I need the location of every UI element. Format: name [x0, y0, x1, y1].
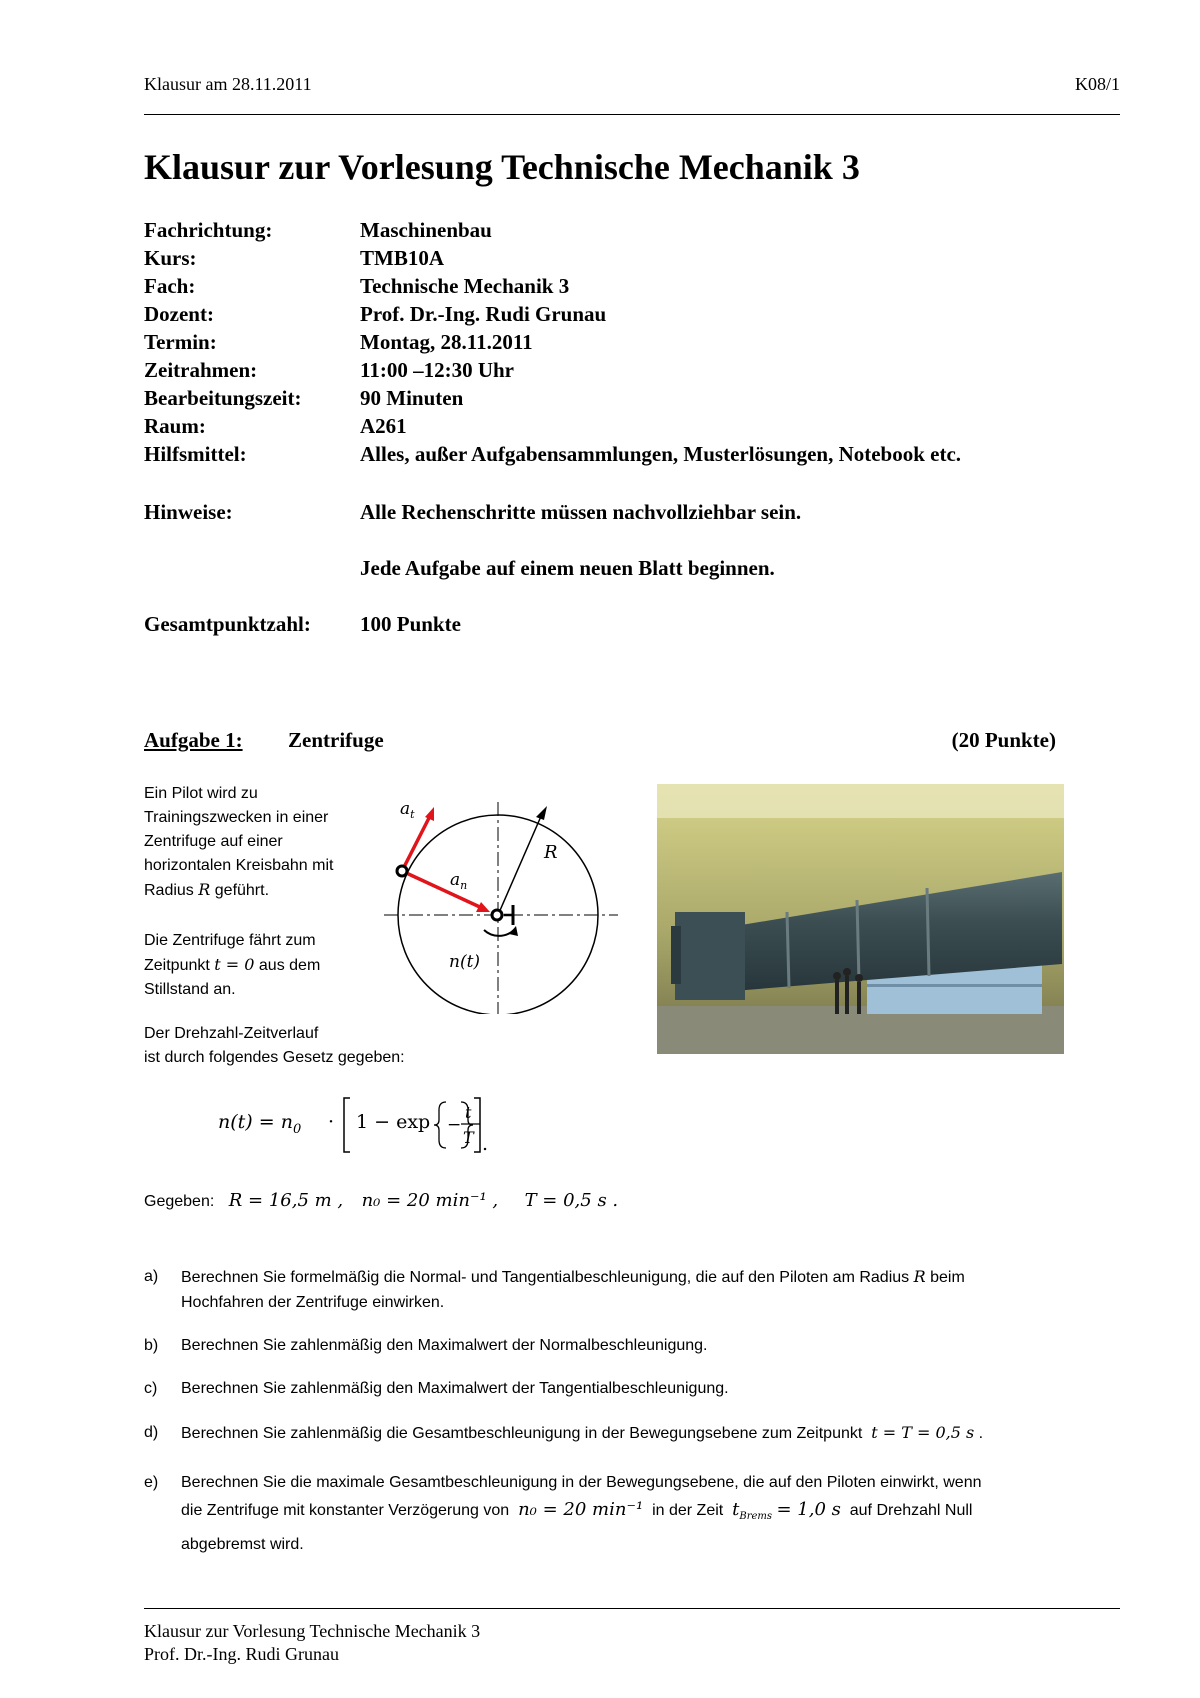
given-speed: n₀ = 20 min⁻¹ , — [361, 1190, 499, 1211]
question-label: d) — [144, 1424, 159, 1441]
given-time-constant: T = 0,5 s . — [524, 1190, 619, 1211]
intro-paragraph-1: Ein Pilot wird zu Trainingszwecken in einer Zentrifuge auf einer horizontalen Kreisbahn mit Radius R geführt. — [144, 785, 334, 899]
tangential-accel-arrow — [402, 816, 430, 871]
page-footer — [144, 1620, 480, 1666]
page-title: Klausur zur Vorlesung Technische Mechanik 3 — [144, 147, 860, 187]
start-time-math: t = 0 — [214, 955, 255, 974]
speed-label: n(t) — [449, 952, 481, 972]
task-points: (20 Punkte) — [951, 728, 1056, 752]
radius-line — [498, 814, 542, 915]
info-key: Fachrichtung: — [144, 218, 273, 242]
centrifuge-diagram — [380, 784, 640, 1014]
formula-close — [458, 1088, 490, 1158]
svg-text:·: · — [328, 1111, 335, 1133]
footer-line-2: Prof. Dr.-Ing. Rudi Grunau — [144, 1644, 339, 1664]
header-right: K08/1 — [1075, 74, 1120, 94]
header-rule — [144, 114, 1120, 115]
info-value: 11:00 –12:30 Uhr — [360, 358, 514, 382]
hinweise-line2: Jede Aufgabe auf einem neuen Blatt beginnen. — [360, 556, 775, 580]
radius-symbol: R — [198, 880, 211, 899]
hinweise-label: Hinweise: — [144, 500, 233, 524]
centrifuge-photo — [657, 784, 1064, 1054]
info-value: Prof. Dr.-Ing. Rudi Grunau — [360, 302, 607, 326]
info-value: Technische Mechanik 3 — [360, 274, 570, 298]
info-key: Kurs: — [144, 246, 197, 270]
svg-text:1 − exp: 1 − exp — [356, 1111, 431, 1133]
info-value: Maschinenbau — [360, 218, 492, 242]
law-intro: Der Drehzahl-Zeitverlauf ist durch folgendes Gesetz gegeben: — [144, 1025, 405, 1066]
info-value: TMB10A — [360, 246, 444, 270]
speed-formula — [218, 1088, 488, 1164]
task-name: Zentrifuge — [288, 728, 384, 752]
svg-text:T: T — [463, 1128, 474, 1147]
question-label: b) — [144, 1337, 159, 1354]
footer-rule — [144, 1608, 1120, 1609]
info-value: 90 Minuten — [360, 386, 464, 410]
info-value: Alles, außer Aufgabensammlungen, Musterlösungen, Notebook etc. — [360, 442, 962, 466]
question-label: c) — [144, 1380, 158, 1397]
given-label: Gegeben: — [144, 1193, 215, 1210]
info-key: Fach: — [144, 274, 196, 298]
info-key: Raum: — [144, 414, 206, 438]
task-intro — [144, 782, 364, 1028]
tangential-accel-label: $a_t$ — [400, 799, 415, 821]
info-key: Termin: — [144, 330, 217, 354]
svg-text:−: − — [447, 1115, 462, 1135]
given-values — [144, 1190, 618, 1211]
info-key: Bearbeitungszeit: — [144, 386, 302, 410]
tangential-accel-arrowhead — [425, 807, 434, 821]
gesamt-value: 100 Punkte — [360, 612, 461, 636]
gesamt-label: Gesamtpunktzahl: — [144, 612, 311, 636]
given-radius: R = 16,5 m , — [228, 1190, 344, 1211]
task-label: Aufgabe 1: — [144, 728, 243, 752]
info-value: A261 — [360, 414, 407, 438]
question-label: a) — [144, 1268, 159, 1285]
task-heading — [144, 728, 1056, 753]
formula-svg — [218, 1088, 488, 1158]
page-header — [144, 74, 1120, 95]
footer-line-1: Klausur zur Vorlesung Technische Mechanik 3 — [144, 1621, 481, 1641]
rotation-arrow — [484, 930, 514, 936]
gesamt-row — [144, 612, 461, 637]
info-key: Zeitrahmen: — [144, 358, 258, 382]
question-label: e) — [144, 1474, 159, 1491]
hinweise-line1: Alle Rechenschritte müssen nachvollziehbar sein. — [360, 500, 802, 524]
hinweise-row — [144, 500, 802, 525]
pilot-point — [397, 866, 407, 876]
svg-text:n(t) = n0: $n(t) = n_0$ — [218, 1111, 302, 1137]
info-value: Montag, 28.11.2011 — [360, 330, 533, 354]
normal-accel-label: $a_n$ — [450, 870, 468, 892]
center-bearing — [492, 910, 502, 920]
normal-accel-arrow — [402, 871, 482, 908]
rotation-arrowhead — [509, 926, 518, 936]
header-left: Klausur am 28.11.2011 — [144, 74, 312, 94]
info-key: Dozent: — [144, 302, 214, 326]
intro-paragraph-2: Die Zentrifuge fährt zum Zeitpunkt t = 0 aus dem Stillstand an. — [144, 932, 321, 998]
radius-label: R — [544, 842, 558, 863]
info-key: Hilfsmittel: — [144, 442, 247, 466]
svg-text:.: . — [482, 1133, 489, 1155]
radius-arrowhead — [536, 806, 547, 820]
svg-text:t: t — [465, 1103, 472, 1122]
